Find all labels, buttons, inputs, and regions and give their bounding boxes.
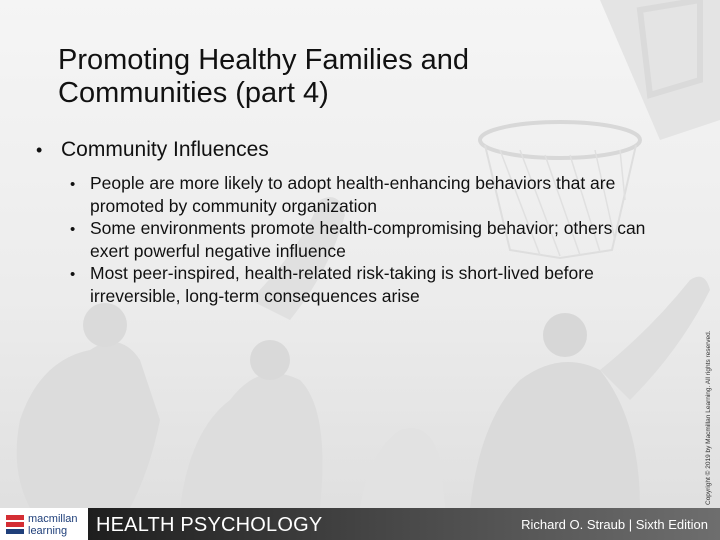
bullet-dot-icon: • (36, 140, 43, 160)
sub-bullet-item (70, 217, 676, 262)
bullet-dot-icon: • (70, 221, 76, 238)
slide-title-line-1: Promoting Healthy Families and (58, 44, 470, 76)
logo-line-2: learning (28, 525, 68, 537)
author-edition: Richard O. Straub | Sixth Edition (521, 517, 708, 532)
macmillan-logo (6, 512, 86, 538)
sub-bullet-item (70, 172, 676, 217)
footer (0, 508, 720, 540)
slide-title (58, 44, 618, 110)
slide-content (36, 136, 676, 307)
sub-bullet-item (70, 262, 676, 307)
sub-bullet-text: People are more likely to adopt health-enhancing behaviors that are promoted by community organization (90, 173, 616, 216)
macmillan-logo-mark-icon (6, 515, 24, 535)
bullet-dot-icon: • (70, 176, 76, 193)
bullet-text: Community Influences (61, 138, 269, 161)
slide-title-line-2: Communities (part 4) (58, 77, 329, 109)
sub-bullet-text: Some environments promote health-compromising behavior; others can exert powerful negative influence (90, 218, 646, 261)
sub-bullet-list (70, 172, 676, 307)
bullet-dot-icon: • (70, 266, 76, 283)
sub-bullet-text: Most peer-inspired, health-related risk-taking is short-lived before irreversible, long-term consequences arise (90, 263, 594, 306)
book-title: HEALTH PSYCHOLOGY (96, 514, 323, 536)
copyright-notice: Copyright © 2019 by Macmillan Learning. All rights reserved. (705, 330, 712, 505)
bullet-community-influences (36, 136, 676, 164)
logo-line-1: macmillan (28, 513, 78, 525)
macmillan-logo-text (28, 513, 78, 537)
